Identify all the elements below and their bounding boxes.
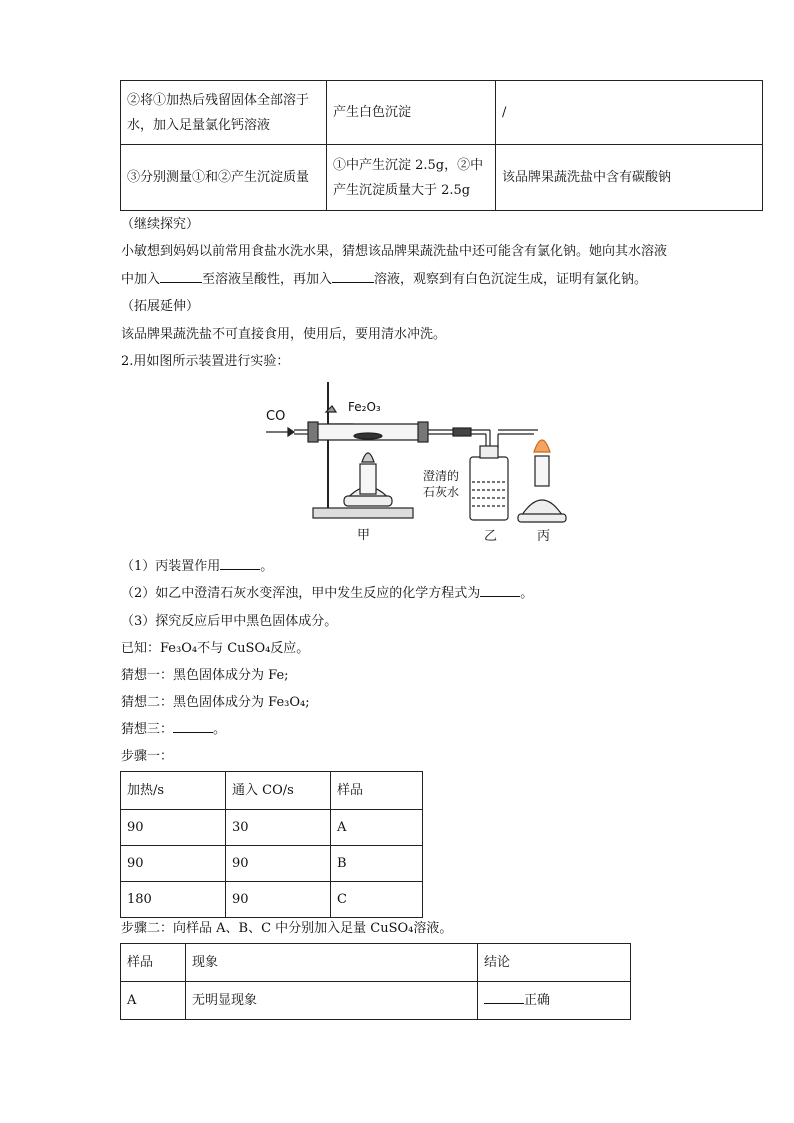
table-cell: A	[331, 810, 423, 846]
answer-blank[interactable]	[484, 989, 524, 1004]
table-header-cell: 结论	[478, 944, 631, 982]
question-1: （1）丙装置作用 。	[121, 555, 273, 574]
table-cell: 正确	[478, 982, 631, 1020]
table-header-cell: 加热/s	[121, 772, 226, 810]
known-text: 已知：Fe₃O₄不与 CuSO₄反应。	[121, 641, 310, 656]
answer-blank[interactable]	[220, 555, 260, 570]
table-cell: 该品牌果蔬洗盐中含有碳酸钠	[496, 145, 763, 211]
table-cell: /	[496, 81, 763, 145]
label-bing: 丙	[537, 529, 551, 544]
guess-2: 猜想二：黑色固体成分为 Fe₃O₄;	[121, 695, 310, 710]
table-cell: ②将①加热后残留固体全部溶于水，加入足量氯化钙溶液	[121, 81, 327, 145]
apparatus-figure	[258, 372, 578, 547]
table-row	[121, 846, 423, 882]
table-row	[121, 81, 763, 145]
table-cell: ①中产生沉淀 2.5g，②中产生沉淀质量大于 2.5g	[327, 145, 496, 211]
answer-blank[interactable]	[173, 718, 213, 733]
question-title: 2.用如图所示装置进行实验：	[121, 354, 290, 369]
step2-title: 步骤二：向样品 A、B、C 中分别加入足量 CuSO₄溶液。	[121, 921, 453, 936]
table-cell: 90	[121, 810, 226, 846]
limewater-label: 澄清的 石灰水	[423, 469, 460, 499]
table-cell: 90	[121, 846, 226, 882]
table-header-cell: 现象	[186, 944, 478, 982]
table-header-cell: 样品	[121, 944, 186, 982]
paragraph: 小敏想到妈妈以前常用食盐水洗水果，猜想该品牌果蔬洗盐中还可能含有氯化钠。她向其水溶液	[121, 244, 668, 259]
table-row	[121, 145, 763, 211]
paragraph: 中加入 至溶液呈酸性，再加入 溶液，观察到有白色沉淀生成，证明有氯化钠。	[121, 268, 647, 287]
table-cell: ③分别测量①和②产生沉淀质量	[121, 145, 327, 211]
table-cell: 180	[121, 882, 226, 918]
answer-blank[interactable]	[480, 582, 520, 597]
section-title: （继续探究）	[121, 217, 200, 232]
step2-table	[120, 943, 631, 1020]
co-label: CO	[266, 409, 286, 424]
label-jia: 甲	[357, 528, 371, 543]
top-table	[120, 80, 763, 211]
section-title: （拓展延伸）	[121, 299, 200, 314]
table-cell: 90	[226, 882, 331, 918]
label-yi: 乙	[484, 529, 498, 544]
step1-table	[120, 771, 423, 918]
table-header-row	[121, 944, 631, 982]
question-3: （3）探究反应后甲中黑色固体成分。	[121, 614, 338, 629]
step1-title: 步骤一：	[121, 749, 174, 764]
table-header-row	[121, 772, 423, 810]
question-2: （2）如乙中澄清石灰水变浑浊，甲中发生反应的化学方程式为 。	[121, 582, 533, 601]
guess-1: 猜想一：黑色固体成分为 Fe;	[121, 668, 289, 683]
table-row	[121, 810, 423, 846]
table-cell: 产生白色沉淀	[327, 81, 496, 145]
table-header-cell: 通入 CO/s	[226, 772, 331, 810]
table-cell: 90	[226, 846, 331, 882]
table-cell: C	[331, 882, 423, 918]
table-cell: B	[331, 846, 423, 882]
table-row	[121, 882, 423, 918]
table-cell: 无明显现象	[186, 982, 478, 1020]
table-header-cell: 样品	[331, 772, 423, 810]
table-cell: A	[121, 982, 186, 1020]
paragraph: 该品牌果蔬洗盐不可直接食用，使用后，要用清水冲洗。	[121, 327, 447, 342]
answer-blank[interactable]	[160, 268, 202, 283]
fe2o3-label: Fe₂O₃	[348, 400, 381, 414]
answer-blank[interactable]	[332, 268, 374, 283]
table-cell: 30	[226, 810, 331, 846]
guess-3: 猜想三： 。	[121, 718, 226, 737]
table-row	[121, 982, 631, 1020]
